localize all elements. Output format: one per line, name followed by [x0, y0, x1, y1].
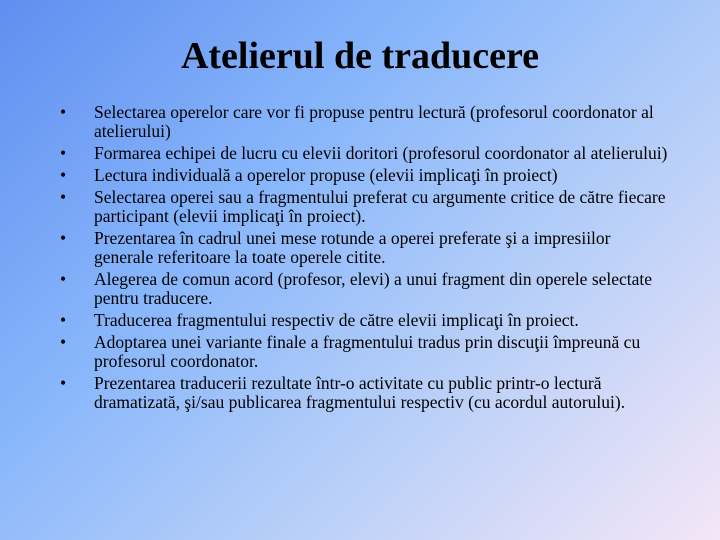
list-item [60, 333, 670, 371]
list-item [60, 103, 670, 141]
list-item-text: Adoptarea unei variante finale a fragmentului tradus prin discuţii împreună cu profesorul coordonator. [94, 332, 641, 371]
bullet-icon: • [60, 269, 67, 289]
list-item-text: Selectarea operelor care vor fi propuse pentru lectură (profesorul coordonator al atelierului) [94, 102, 654, 141]
list-item-text: Formarea echipei de lucru cu elevii doritori (profesorul coordonator al atelierului) [94, 143, 668, 163]
bullet-icon: • [60, 332, 67, 352]
bullet-icon: • [60, 102, 67, 122]
list-item [60, 166, 670, 185]
list-item-text: Prezentarea traducerii rezultate într-o activitate cu public printr-o lectură dramatizată, şi/sau publicarea fragmentului respectiv (cu acordul autorului). [94, 373, 626, 412]
list-item [60, 229, 670, 267]
bullet-icon: • [60, 187, 67, 207]
slide-title: Atelierul de traducere [180, 35, 540, 77]
bullet-icon: • [60, 228, 67, 248]
list-item-text: Lectura individuală a operelor propuse (elevii implicaţi în proiect) [94, 165, 558, 185]
bullet-icon: • [60, 143, 67, 163]
list-item [60, 374, 670, 412]
bullet-list [60, 103, 670, 415]
list-item [60, 144, 670, 163]
list-item [60, 311, 670, 330]
list-item [60, 270, 670, 308]
list-item-text: Selectarea operei sau a fragmentului preferat cu argumente critice de către fiecare participant (elevii implicaţi în proiect). [94, 187, 666, 226]
list-item-text: Traducerea fragmentului respectiv de către elevii implicaţi în proiect. [94, 310, 579, 330]
bullet-icon: • [60, 310, 67, 330]
list-item-text: Prezentarea în cadrul unei mese rotunde a operei preferate şi a impresiilor generale referitoare la toate operele citite. [94, 228, 611, 267]
bullet-icon: • [60, 165, 67, 185]
bullet-icon: • [60, 373, 67, 393]
list-item-text: Alegerea de comun acord (profesor, elevi) a unui fragment din operele selectate pentru traducere. [94, 269, 653, 308]
list-item [60, 188, 670, 226]
